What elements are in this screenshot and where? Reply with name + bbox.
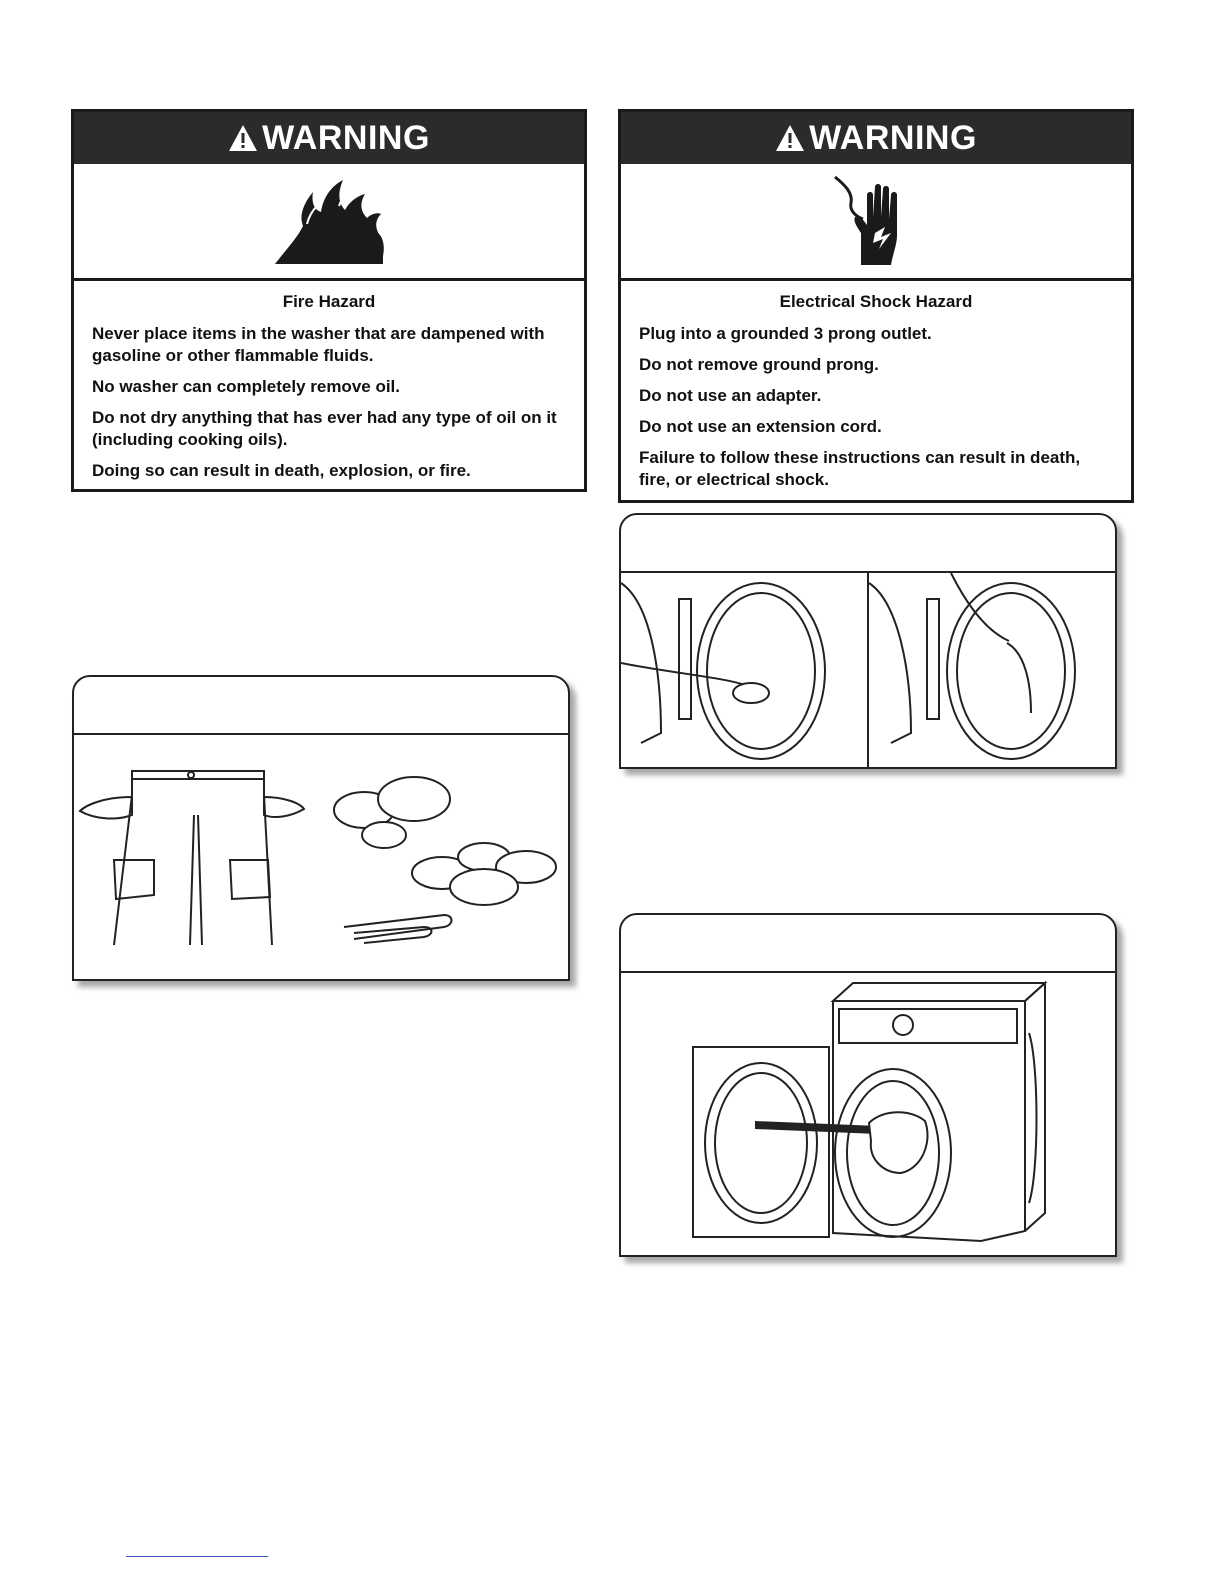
pockets-coins-illustration xyxy=(74,735,568,981)
fire-warning-header xyxy=(74,112,584,164)
coins-icon xyxy=(334,777,450,848)
fire-warning-line: Doing so can result in death, explosion, or fire. xyxy=(92,461,471,480)
laundry-icon xyxy=(869,1112,928,1173)
shock-warning-box xyxy=(618,109,1134,503)
fire-warning-text xyxy=(74,281,584,482)
shock-hazard-title: Electrical Shock Hazard xyxy=(779,292,973,311)
safety-pins-icon xyxy=(344,915,452,943)
shock-warning-line: Plug into a grounded 3 prong outlet. xyxy=(639,324,932,343)
warning-triangle-icon xyxy=(228,124,258,152)
shock-warning-line: Failure to follow these instructions can result in death, fire, or electrical shock. xyxy=(639,448,1081,489)
shock-warning-line: Do not remove ground prong. xyxy=(639,355,879,374)
footer-rule xyxy=(126,1556,268,1557)
warning-triangle-icon xyxy=(775,124,805,152)
buttons-icon xyxy=(412,843,556,905)
washer-door-right-icon xyxy=(869,573,1075,759)
front-load-washer-icon xyxy=(833,983,1045,1241)
panel-title-bar xyxy=(621,515,1115,573)
clean-door-seal-illustration-panel xyxy=(619,513,1117,769)
shock-warning-header xyxy=(621,112,1131,164)
electric-shock-hand-icon xyxy=(831,173,921,269)
fire-hazard-title: Fire Hazard xyxy=(282,292,376,311)
open-door-icon xyxy=(693,1047,829,1237)
door-seal-cleaning-illustration xyxy=(621,573,1115,769)
shock-icon-area xyxy=(621,164,1131,281)
fire-warning-title: WARNING xyxy=(262,118,430,157)
fire-warning-line: Do not dry anything that has ever had any type of oil on it (including cooking oils). xyxy=(92,408,557,449)
loading-washer-illustration xyxy=(621,973,1115,1257)
panel-title-bar xyxy=(74,677,568,735)
shock-warning-text xyxy=(621,281,1131,491)
panel-title-bar xyxy=(621,915,1115,973)
fire-icon-area xyxy=(74,164,584,281)
shock-warning-line: Do not use an adapter. xyxy=(639,386,822,405)
pants-icon xyxy=(80,771,304,945)
shock-warning-title: WARNING xyxy=(809,118,977,157)
load-washer-illustration-panel xyxy=(619,913,1117,1257)
fire-icon xyxy=(269,176,389,266)
fire-warning-line: No washer can completely remove oil. xyxy=(92,377,401,396)
fire-warning-box xyxy=(71,109,587,492)
empty-pockets-illustration-panel xyxy=(72,675,570,981)
washer-door-left-icon xyxy=(621,583,825,759)
fire-warning-line: Never place items in the washer that are dampened with gasoline or other flammable fluids. xyxy=(92,324,545,365)
shock-warning-line: Do not use an extension cord. xyxy=(639,417,882,436)
